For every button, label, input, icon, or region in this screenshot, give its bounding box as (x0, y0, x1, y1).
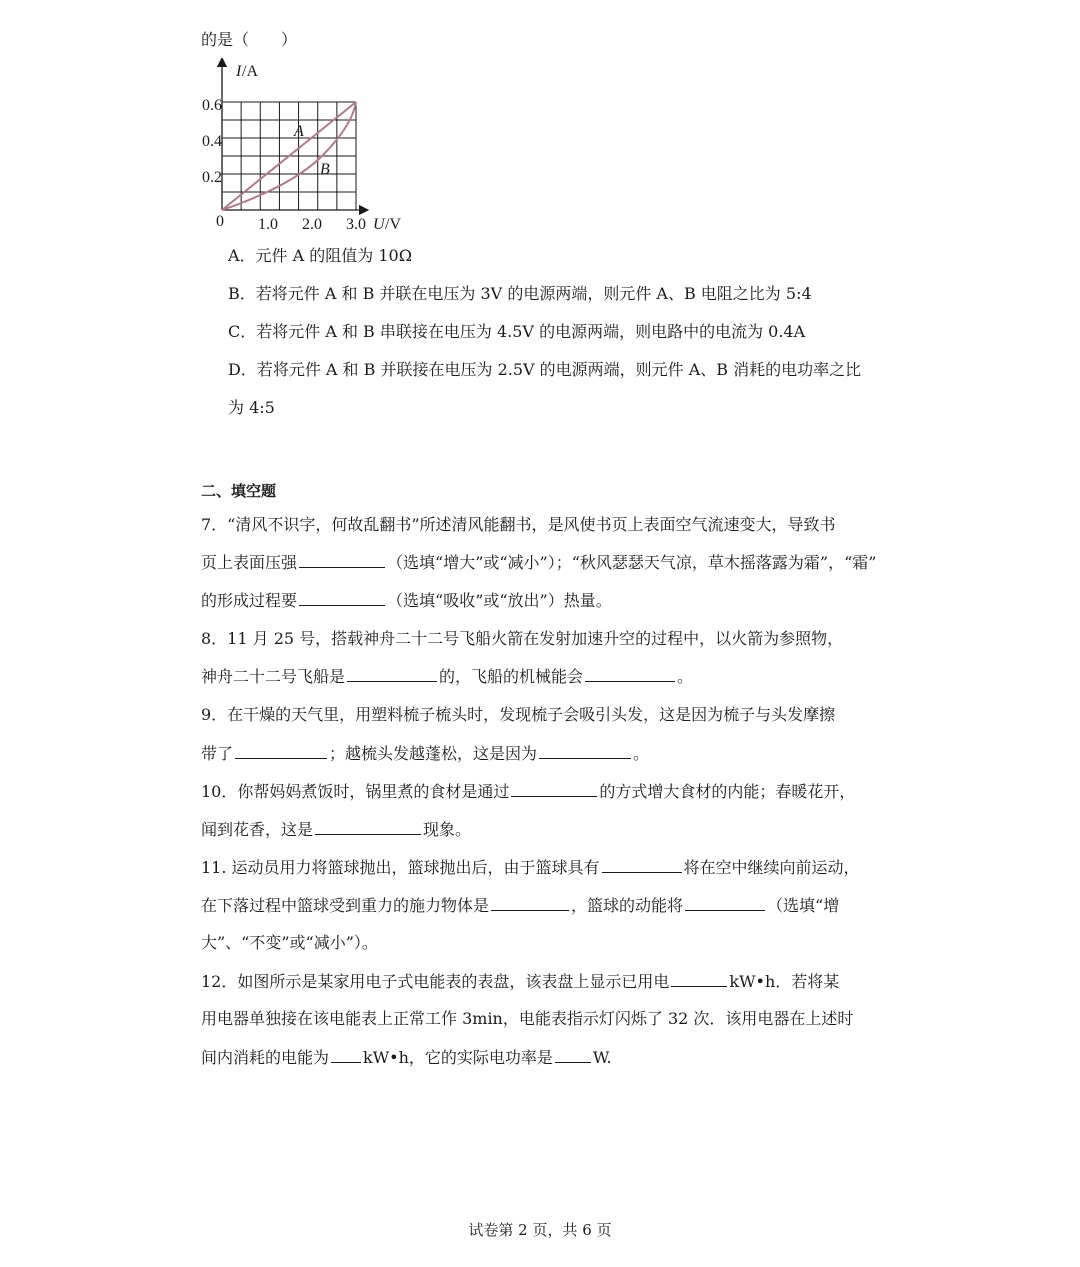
x-tick-2: 2.0 (302, 216, 322, 233)
q8-line1: 8．11 月 25 号，搭载神舟二十二号飞船火箭在发射加速升空的过程中，以火箭为参照物， (201, 629, 844, 648)
option-c: C．若将元件 A 和 B 串联接在电压为 4.5V 的电源两端，则电路中的电流为 0.4A (228, 322, 806, 341)
q10-text: 10．你帮妈妈煮饭时，锅里煮的食材是通过 (201, 782, 510, 801)
origin-label: 0 (216, 213, 224, 230)
option-a: A．元件 A 的阻值为 10Ω (228, 246, 412, 265)
q11-blank-3[interactable] (685, 894, 765, 911)
q10-text: 现象。 (423, 820, 472, 839)
q9-blank-2[interactable] (539, 742, 631, 759)
y-tick-04: 0.4 (202, 133, 222, 150)
curve-b-label: B (320, 161, 330, 178)
y-tick-02: 0.2 (202, 169, 222, 186)
q11-blank-2[interactable] (491, 894, 569, 911)
q12-text: kW•h，它的实际电功率是 (363, 1048, 553, 1067)
q8-text: 。 (677, 667, 694, 686)
y-axis-label-unit: /A (242, 63, 258, 80)
q7-text: 的形成过程要 (201, 591, 298, 610)
page-footer: 试卷第 2 页，共 6 页 (468, 1221, 612, 1239)
q9-text: 带了 (201, 744, 234, 763)
q10-blank-1[interactable] (511, 780, 597, 797)
q12-line3 (201, 1046, 612, 1069)
q11-text: 在下落过程中篮球受到重力的施力物体是 (201, 896, 490, 915)
question-tail: 的是（ ） (201, 30, 298, 49)
q11-line2 (201, 894, 839, 917)
q7-text: （选填“吸收”或“放出”）热量。 (387, 591, 612, 610)
q8-text: 的，飞船的机械能会 (439, 667, 584, 686)
q12-blank-3[interactable] (555, 1046, 591, 1063)
option-d-line1: D．若将元件 A 和 B 并联接在电压为 2.5V 的电源两端，则元件 A、B 消耗的电功率之比 (228, 360, 862, 379)
q7-blank-1[interactable] (299, 551, 385, 568)
q12-text: 间内消耗的电能为 (201, 1048, 330, 1067)
q7-blank-2[interactable] (299, 589, 385, 606)
q11-line3: 大”、“不变”或“减小”）。 (201, 933, 378, 952)
q8-blank-2[interactable] (585, 665, 675, 682)
curve-a-label: A (294, 123, 304, 140)
q7-line1: 7．“清风不识字，何故乱翻书”所述清风能翻书，是风使书页上表面空气流速变大，导致书 (201, 515, 836, 534)
q11-blank-1[interactable] (602, 856, 682, 873)
q10-text: 闻到花香，这是 (201, 820, 314, 839)
q7-line3 (201, 589, 612, 612)
section-title: 二、填空题 (201, 482, 277, 500)
q12-blank-2[interactable] (331, 1046, 361, 1063)
q9-blank-1[interactable] (235, 742, 327, 759)
q7-text: 页上表面压强 (201, 553, 298, 572)
q12-line1 (201, 970, 839, 993)
q12-line2: 用电器单独接在该电能表上正常工作 3min，电能表指示灯闪烁了 32 次．该用电器在上述时 (201, 1009, 854, 1028)
x-axis-label-var: U (373, 216, 385, 233)
q7-text: （选填“增大”或“减小”）；“秋风瑟瑟天气凉，草木摇落露为霜”，“霜” (387, 553, 877, 572)
iu-graph (196, 58, 426, 240)
q9-text: 。 (633, 744, 650, 763)
x-tick-1: 1.0 (258, 216, 278, 233)
q9-line1: 9．在干燥的天气里，用塑料梳子梳头时，发现梳子会吸引头发，这是因为梳子与头发摩擦 (201, 705, 836, 724)
q10-line1 (201, 780, 855, 803)
q8-blank-1[interactable] (347, 665, 437, 682)
q10-line2 (201, 818, 471, 841)
q11-text: 将在空中继续向前运动， (683, 858, 860, 877)
q7-line2 (201, 551, 876, 574)
x-axis-label-unit: /V (385, 216, 401, 233)
option-d-line2: 为 4:5 (228, 398, 275, 417)
q11-text: ，篮球的动能将 (571, 896, 684, 915)
q11-text: （选填“增 (767, 896, 840, 915)
q10-blank-2[interactable] (315, 818, 421, 835)
q12-blank-1[interactable] (671, 970, 727, 987)
y-axis-label-var: I (236, 63, 242, 80)
x-tick-3: 3.0 (346, 216, 366, 233)
q8-text: 神舟二十二号飞船是 (201, 667, 346, 686)
q12-text: 12．如图所示是某家用电子式电能表的表盘，该表盘上显示已用电 (201, 972, 670, 991)
q9-line2 (201, 742, 649, 765)
y-tick-06: 0.6 (202, 97, 222, 114)
option-b: B．若将元件 A 和 B 并联在电压为 3V 的电源两端，则元件 A、B 电阻之比为 5:4 (228, 284, 812, 303)
q9-text: ；越梳头发越蓬松，这是因为 (329, 744, 538, 763)
q12-text: kW•h．若将某 (729, 972, 840, 991)
q11-line1 (201, 856, 860, 879)
q12-text: W. (592, 1048, 612, 1067)
q8-line2 (201, 665, 693, 688)
q10-text: 的方式增大食材的内能；春暖花开， (599, 782, 856, 801)
q11-text: 11. 运动员用力将篮球抛出，篮球抛出后，由于篮球具有 (201, 858, 600, 877)
